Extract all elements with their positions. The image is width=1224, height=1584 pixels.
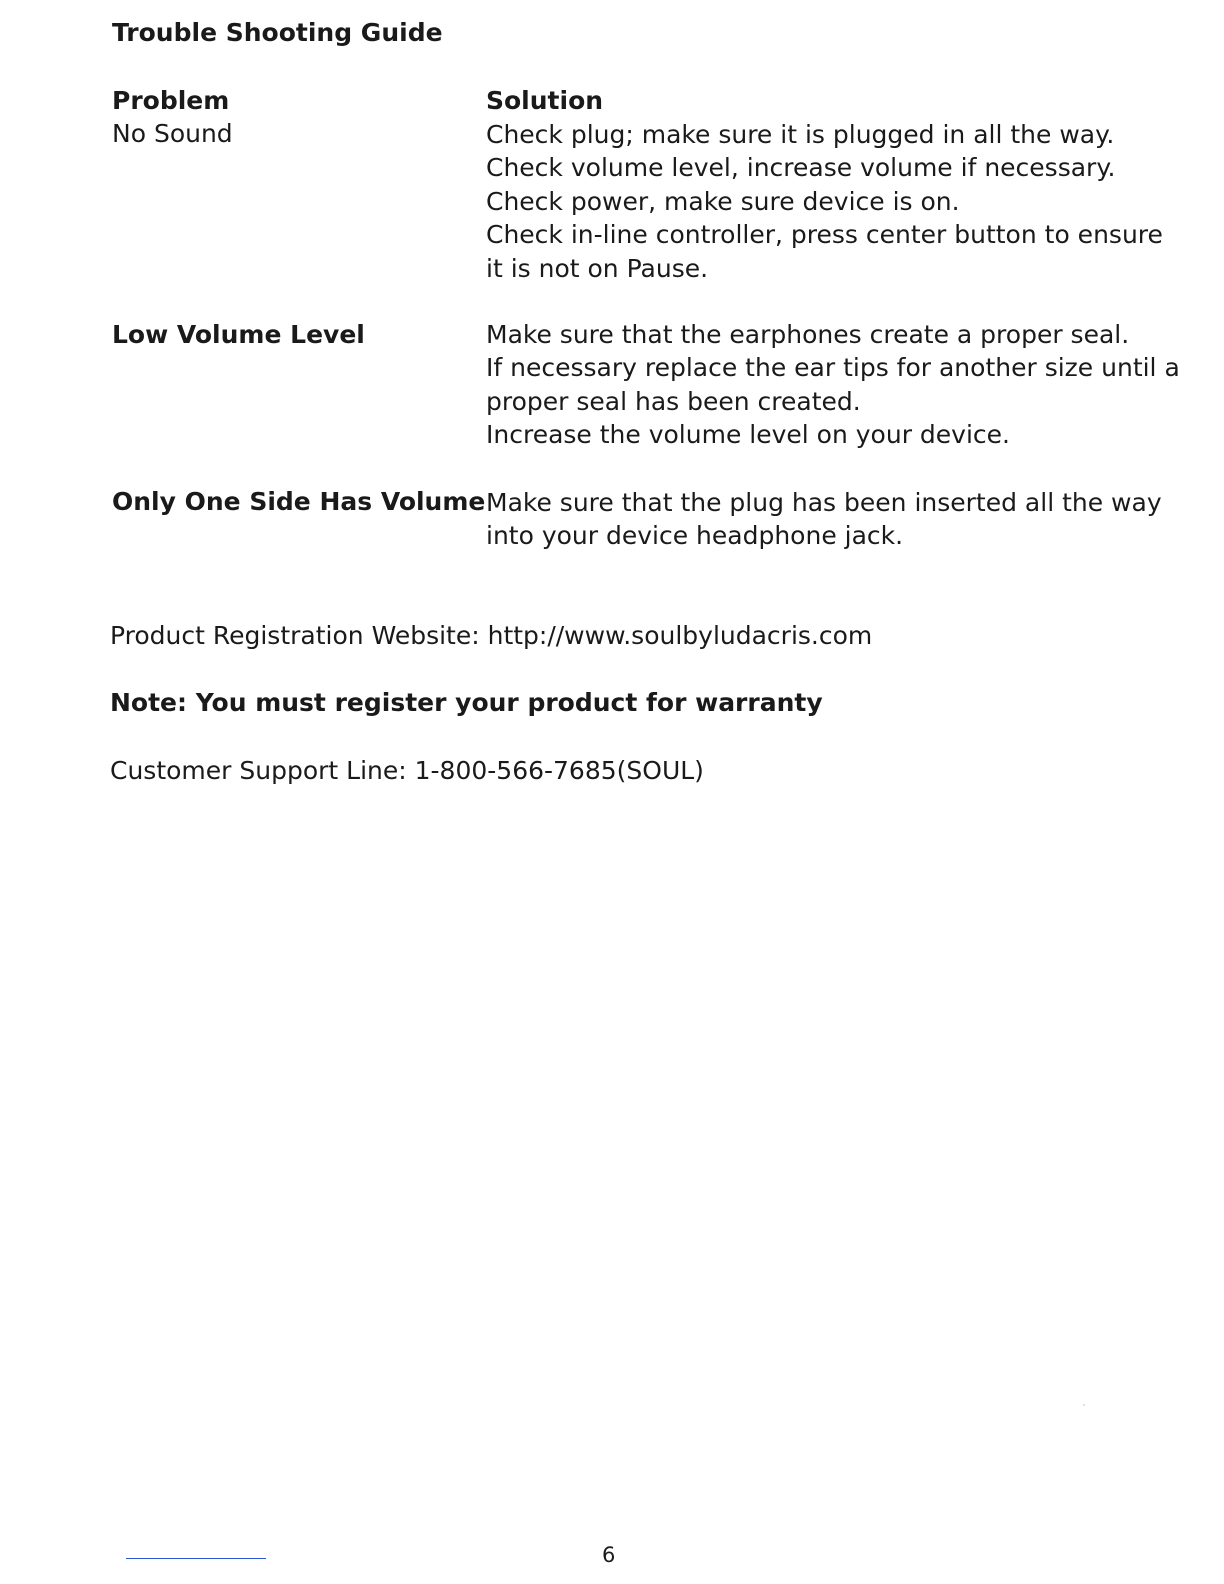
- page-title: Trouble Shooting Guide: [112, 18, 443, 47]
- scan-speck: [1083, 1404, 1085, 1406]
- solution-line: Increase the volume level on your device.: [486, 420, 1010, 450]
- solution-line: into your device headphone jack.: [486, 521, 904, 551]
- solution-no-sound: [486, 118, 1163, 285]
- problem-no-sound: No Sound: [112, 119, 233, 148]
- solution-line: Check plug; make sure it is plugged in all the way.: [486, 120, 1115, 149]
- solution-column-header: Solution: [486, 86, 604, 115]
- solution-line: Make sure that the plug has been inserted all the way: [486, 488, 1162, 517]
- solution-line: Make sure that the earphones create a proper seal.: [486, 320, 1130, 349]
- solution-only-one-side: [486, 486, 1162, 553]
- solution-line: Check volume level, increase volume if necessary.: [486, 153, 1116, 183]
- solution-line: Check power, make sure device is on.: [486, 186, 960, 216]
- problem-only-one-side: Only One Side Has Volume: [112, 487, 486, 516]
- solution-low-volume-level: [486, 318, 1180, 452]
- problem-column-header: Problem: [112, 86, 230, 115]
- solution-line: it is not on Pause.: [486, 253, 709, 283]
- solution-line: If necessary replace the ear tips for another size until a: [486, 353, 1180, 383]
- registration-website: Product Registration Website: http://www.soulbyludacris.com: [110, 621, 873, 650]
- warranty-note: Note: You must register your product for warranty: [110, 688, 823, 717]
- solution-line: Check in-line controller, press center button to ensure: [486, 220, 1163, 250]
- problem-low-volume-level: Low Volume Level: [112, 320, 365, 349]
- page-number: 6: [602, 1543, 616, 1567]
- customer-support-line: Customer Support Line: 1-800-566-7685(SOUL): [110, 756, 704, 785]
- solution-line: proper seal has been created.: [486, 386, 861, 416]
- footer-rule: [126, 1558, 266, 1559]
